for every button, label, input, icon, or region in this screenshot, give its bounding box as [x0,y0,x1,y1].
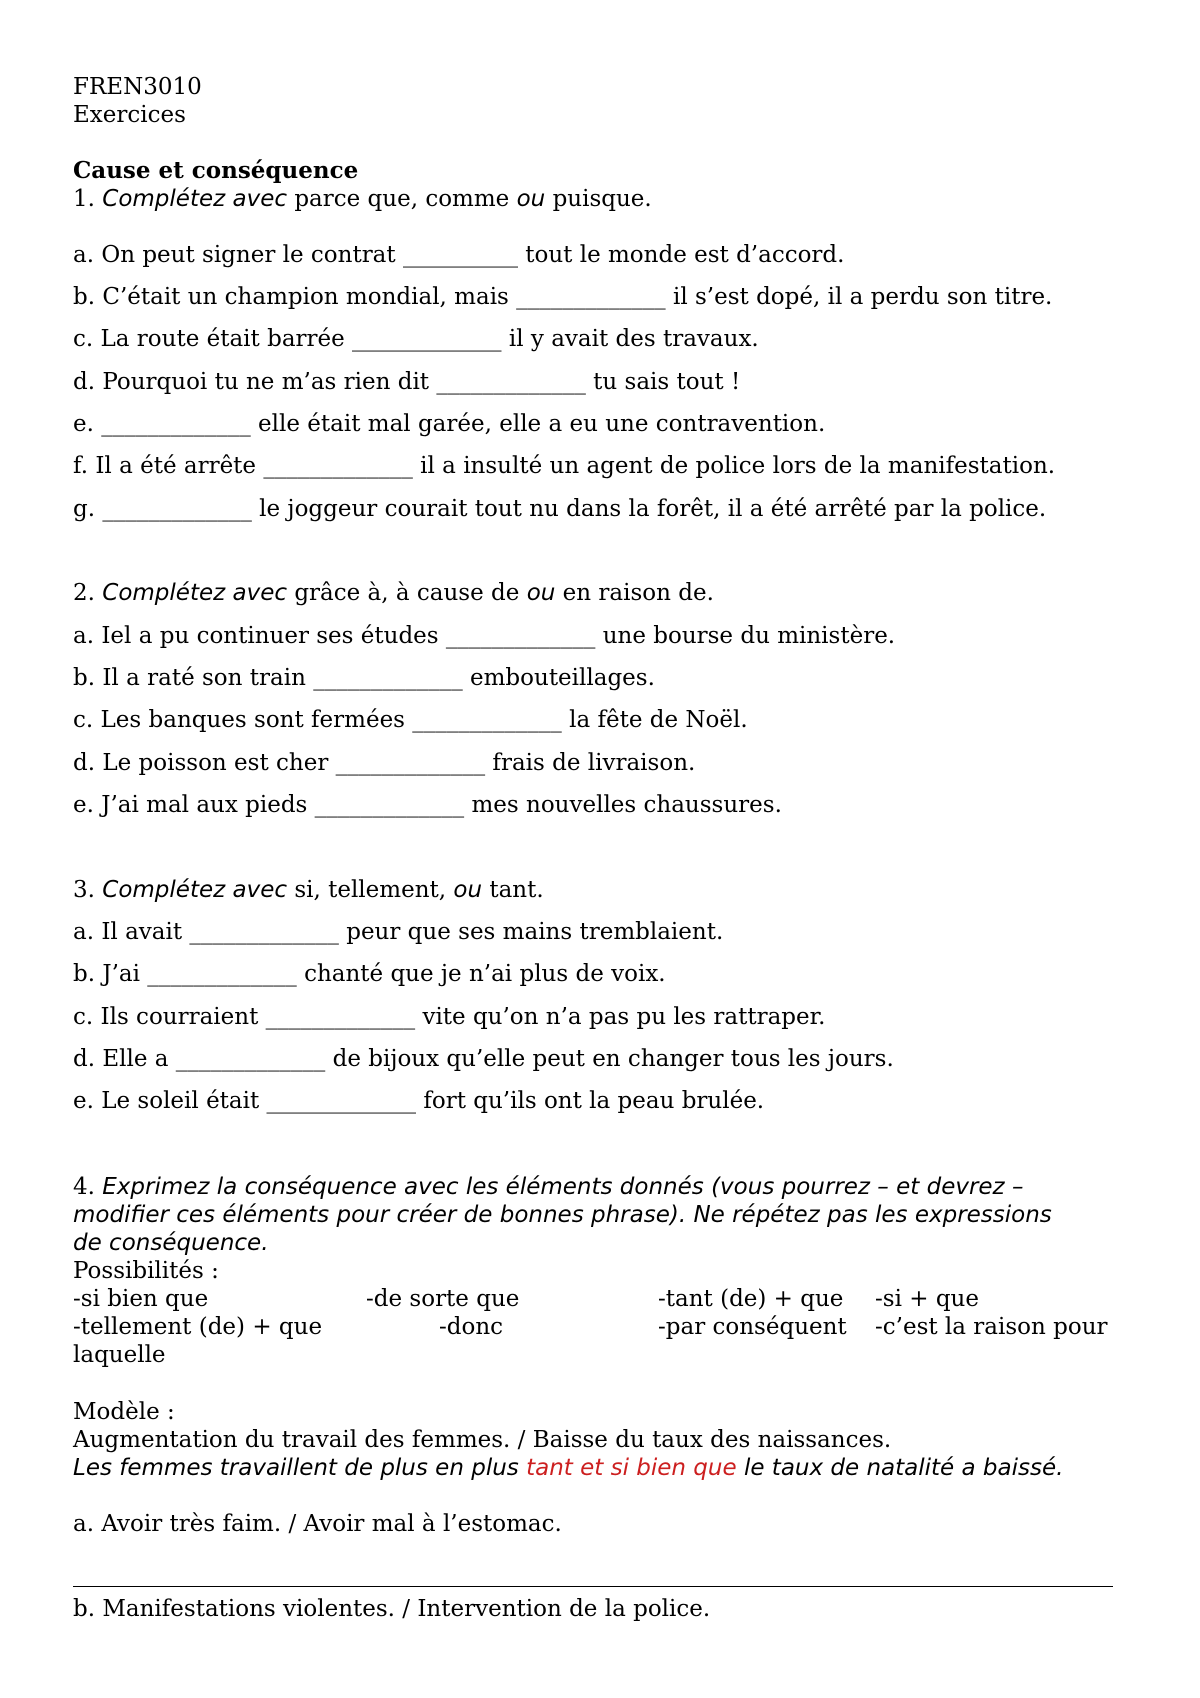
ex3-options-b: tant. [489,877,544,903]
ex1-instruction [73,185,652,213]
ex1-item-f: f. Il a été arrête _____________ il a insulté un agent de police lors de la manifestation. [73,453,1056,479]
modele-answer-start: Les femmes travaillent de plus en plus [73,1455,519,1481]
ex1-item-a: a. On peut signer le contrat __________ tout le monde est d’accord. [73,242,845,268]
ex2-number: 2. [73,580,95,606]
ex2-item-b: b. Il a raté son train _____________ embouteillages. [73,665,655,691]
ex2-instruction [73,579,714,607]
ex4-number: 4. [73,1174,95,1200]
ex4-instruction-line-1 [73,1173,1023,1201]
option-donc: -donc [439,1314,504,1340]
ex2-item-a: a. Iel a pu continuer ses études _____________ une bourse du ministère. [73,623,896,649]
option-tant-de-que: -tant (de) + que [658,1286,844,1312]
ex3-item-a: a. Il avait _____________ peur que ses mains tremblaient. [73,919,724,945]
possibilites-label: Possibilités : [73,1258,219,1284]
option-si-bien-que: -si bien que [73,1286,209,1312]
ex3-item-c: c. Ils courraient _____________ vite qu’on n’a pas pu les rattraper. [73,1004,826,1030]
ex4-instruction-line-2: modifier ces éléments pour créer de bonnes phrase). Ne répétez pas les expressions [73,1202,1052,1228]
ex1-number: 1. [73,186,95,212]
ex3-item-d: d. Elle a _____________ de bijoux qu’elle peut en changer tous les jours. [73,1046,894,1072]
ex4-instruction-text-1: Exprimez la conséquence avec les éléments donnés (vous pourrez – et devrez – [102,1174,1024,1200]
ex1-or: ou [516,186,546,212]
ex4-item-b: b. Manifestations violentes. / Intervention de la police. [73,1596,711,1622]
option-de-sorte-que: -de sorte que [366,1286,520,1312]
ex3-item-b: b. J’ai _____________ chanté que je n’ai plus de voix. [73,961,666,987]
option-tellement-de-que: -tellement (de) + que [73,1314,323,1340]
answer-line [73,1586,1113,1587]
option-par-consequent: -par conséquent [658,1314,847,1340]
ex4-instruction-line-3: de conséquence. [73,1230,269,1256]
ex1-options-b: puisque. [552,186,652,212]
ex3-number: 3. [73,877,95,903]
ex3-or: ou [453,877,483,903]
ex2-or: ou [526,580,556,606]
modele-prompt: Augmentation du travail des femmes. / Baisse du taux des naissances. [73,1427,892,1453]
ex3-item-e: e. Le soleil était _____________ fort qu’ils ont la peau brulée. [73,1088,765,1114]
ex2-item-e: e. J’ai mal aux pieds _____________ mes nouvelles chaussures. [73,792,782,818]
modele-answer [73,1454,1063,1482]
ex1-item-g: g. _____________ le joggeur courait tout nu dans la forêt, il a été arrêté par la police. [73,496,1047,522]
ex1-options-a: parce que, comme [294,186,510,212]
ex1-item-e: e. _____________ elle était mal garée, elle a eu une contravention. [73,411,826,437]
ex1-item-d: d. Pourquoi tu ne m’as rien dit _____________ tu sais tout ! [73,369,741,395]
ex2-options-b: en raison de. [562,580,714,606]
ex3-instruction [73,876,544,904]
ex3-options-a: si, tellement, [294,877,447,903]
modele-label: Modèle : [73,1399,175,1425]
ex3-instruction-italic: Complétez avec [102,877,287,903]
option-cest-la-raison-pour: -c’est la raison pour [875,1314,1108,1340]
section-title: Cause et conséquence [73,157,359,184]
option-wrap-laquelle: laquelle [73,1342,166,1368]
ex1-item-c: c. La route était barrée _____________ il y avait des travaux. [73,326,759,352]
ex2-options-a: grâce à, à cause de [294,580,520,606]
ex2-instruction-italic: Complétez avec [102,580,287,606]
ex1-instruction-italic: Complétez avec [102,186,287,212]
modele-answer-highlight: tant et si bien que [526,1455,737,1481]
ex4-item-a: a. Avoir très faim. / Avoir mal à l’estomac. [73,1511,562,1537]
ex2-item-c: c. Les banques sont fermées _____________ la fête de Noël. [73,707,748,733]
modele-answer-end: le taux de natalité a baissé. [743,1455,1064,1481]
course-code: FREN3010 [73,74,202,100]
document-subtitle: Exercices [73,102,186,128]
ex2-item-d: d. Le poisson est cher _____________ frais de livraison. [73,750,696,776]
ex1-item-b: b. C’était un champion mondial, mais _____________ il s’est dopé, il a perdu son titre. [73,284,1053,310]
option-si-que: -si + que [875,1286,979,1312]
